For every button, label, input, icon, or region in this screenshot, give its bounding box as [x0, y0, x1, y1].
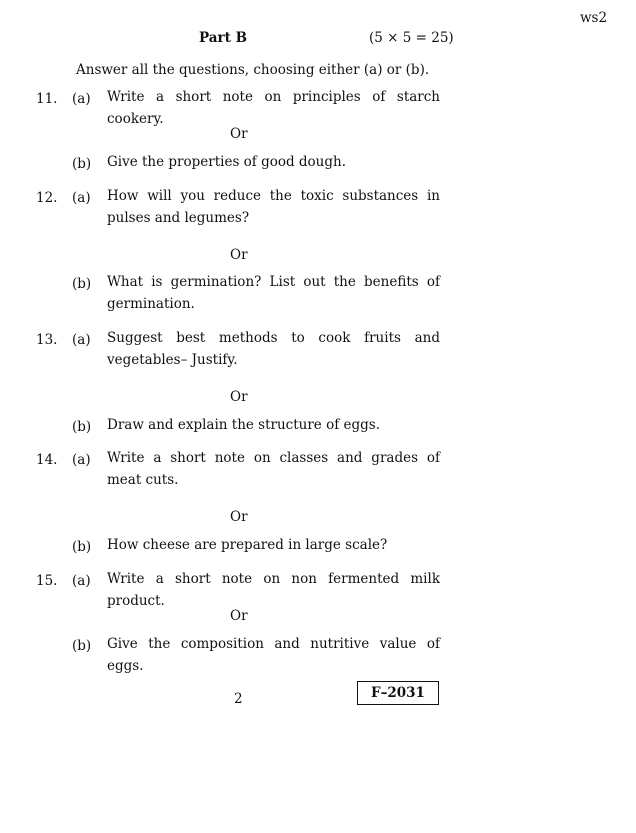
- paper-code-box: [357, 681, 439, 705]
- or-separator: Or: [230, 389, 248, 405]
- option-a-label: (a): [72, 332, 91, 348]
- question-number: 12.: [36, 190, 58, 206]
- or-separator: Or: [230, 126, 248, 142]
- corner-code: ws2: [580, 10, 608, 26]
- option-b-text: Draw and explain the structure of eggs.: [107, 417, 380, 433]
- section-title: Part B: [199, 30, 247, 46]
- option-a-label: (a): [72, 573, 91, 589]
- question-number: 15.: [36, 573, 58, 589]
- or-separator: Or: [230, 509, 248, 525]
- marks-allocation: (5 × 5 = 25): [369, 30, 454, 46]
- question-number: 11.: [36, 91, 58, 107]
- question-number: 14.: [36, 452, 58, 468]
- paper-code: F–2031: [371, 685, 425, 701]
- option-b-text: How cheese are prepared in large scale?: [107, 537, 388, 553]
- option-b-text: Give the composition and nutritive value of eggs.: [107, 636, 440, 674]
- option-a-label: (a): [72, 452, 91, 468]
- page-number: 2: [234, 691, 243, 707]
- option-b-label: (b): [72, 156, 92, 172]
- option-a-text: Suggest best methods to cook fruits and vegetables– Justify.: [107, 330, 440, 368]
- option-a-text: Write a short note on classes and grades of meat cuts.: [107, 450, 440, 488]
- option-a-text: Write a short note on non fermented milk product.: [107, 571, 440, 609]
- option-b-label: (b): [72, 638, 92, 654]
- instruction-text: Answer all the questions, choosing either (a) or (b).: [76, 62, 430, 78]
- or-separator: Or: [230, 247, 248, 263]
- option-a-label: (a): [72, 190, 91, 206]
- option-a-label: (a): [72, 91, 91, 107]
- option-a-text: Write a short note on principles of starch cookery.: [107, 89, 440, 127]
- or-separator: Or: [230, 608, 248, 624]
- option-b-label: (b): [72, 276, 92, 292]
- option-b-text: Give the properties of good dough.: [107, 154, 347, 170]
- question-number: 13.: [36, 332, 58, 348]
- option-b-label: (b): [72, 419, 92, 435]
- option-b-label: (b): [72, 539, 92, 555]
- option-b-text: What is germination? List out the benefits of germination.: [107, 274, 440, 312]
- option-a-text: How will you reduce the toxic substances in pulses and legumes?: [107, 188, 440, 226]
